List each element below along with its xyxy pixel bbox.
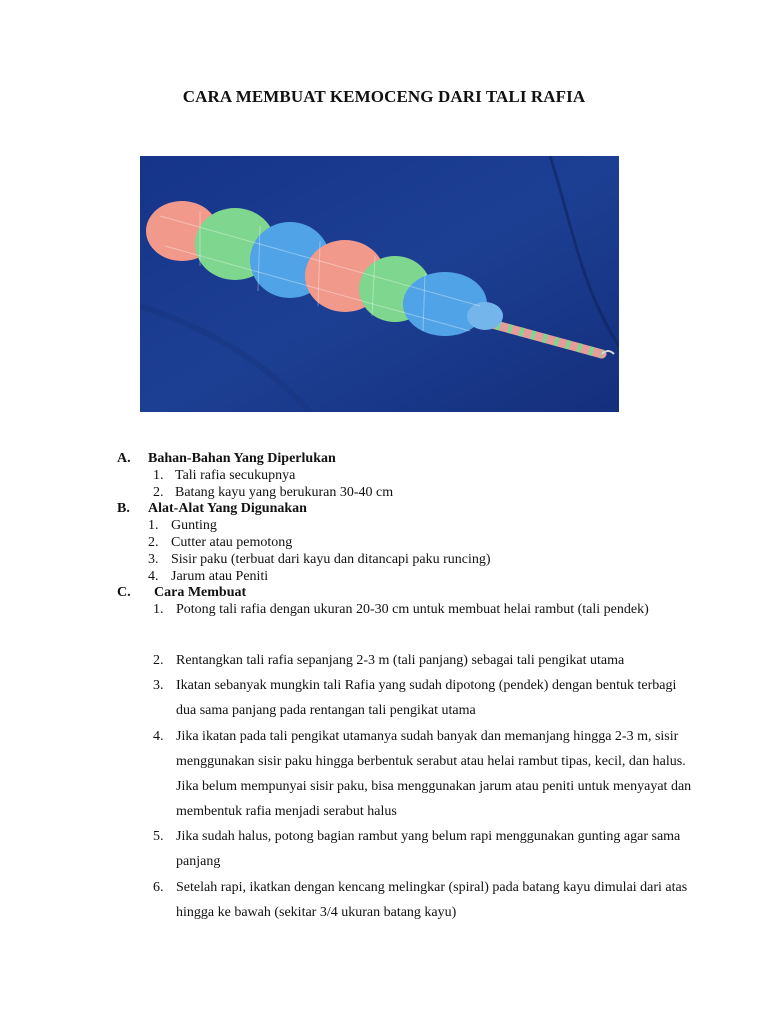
- step-number: 2.: [153, 653, 164, 668]
- item-number: 2.: [153, 485, 164, 500]
- step-text: Jika ikatan pada tali pengikat utamanya sudah banyak dan memanjang hingga 2-3 m, sisir menggunakan sisir paku hingga berbentuk serabut atau helai rambut tipas, kecil, dan halus. Jika belum mempunyai sisir paku, bisa menggunakan jarum atau peniti untuk menyayat dan membentuk rafia menjadi serabut halus: [176, 729, 692, 819]
- step-item: [153, 724, 693, 824]
- step-item: [153, 673, 693, 723]
- section-title: Alat-Alat Yang Digunakan: [148, 501, 307, 516]
- item-number: 3.: [148, 552, 159, 567]
- item-text: Tali rafia secukupnya: [175, 468, 296, 483]
- item-number: 1.: [153, 468, 164, 483]
- step-number: 6.: [153, 880, 164, 895]
- step-number: 5.: [153, 829, 164, 844]
- step-item: [153, 648, 693, 673]
- step-text: Potong tali rafia dengan ukuran 20-30 cm untuk membuat helai rambut (tali pendek): [176, 602, 649, 617]
- item-number: 1.: [148, 518, 159, 533]
- step-number: 3.: [153, 678, 164, 693]
- step-text: Rentangkan tali rafia sepanjang 2-3 m (tali panjang) sebagai tali pengikat utama: [176, 653, 625, 668]
- item-text: Cutter atau pemotong: [171, 535, 293, 550]
- step-number: 1.: [153, 602, 164, 617]
- feather-duster-photo: [140, 156, 619, 412]
- section-letter: A.: [117, 451, 131, 466]
- step-number: 4.: [153, 729, 164, 744]
- item-number: 4.: [148, 569, 159, 584]
- step-item: [153, 875, 693, 925]
- item-text: Jarum atau Peniti: [171, 569, 269, 584]
- section-letter: B.: [117, 501, 130, 516]
- item-text: Gunting: [171, 518, 217, 533]
- item-text: Sisir paku (terbuat dari kayu dan ditancapi paku runcing): [171, 552, 491, 567]
- section-title: Cara Membuat: [154, 585, 247, 600]
- page-title: CARA MEMBUAT KEMOCENG DARI TALI RAFIA: [182, 87, 586, 106]
- step-text: Jika sudah halus, potong bagian rambut yang belum rapi menggunakan gunting agar sama panjang: [176, 829, 681, 869]
- step-item: [153, 597, 693, 622]
- section-title: Bahan-Bahan Yang Diperlukan: [148, 451, 336, 466]
- item-text: Batang kayu yang berukuran 30-40 cm: [175, 485, 394, 500]
- section-letter: C.: [117, 585, 131, 600]
- step-item: [153, 824, 693, 874]
- step-text: Setelah rapi, ikatkan dengan kencang melingkar (spiral) pada batang kayu dimulai dari atas hingga ke bawah (sekitar 3/4 ukuran batang kayu): [176, 880, 688, 920]
- item-number: 2.: [148, 535, 159, 550]
- feather-duster-illustration: [140, 156, 619, 412]
- step-text: Ikatan sebanyak mungkin tali Rafia yang sudah dipotong (pendek) dengan bentuk terbagi dua sama panjang pada rentangan tali pengikat utama: [176, 678, 677, 718]
